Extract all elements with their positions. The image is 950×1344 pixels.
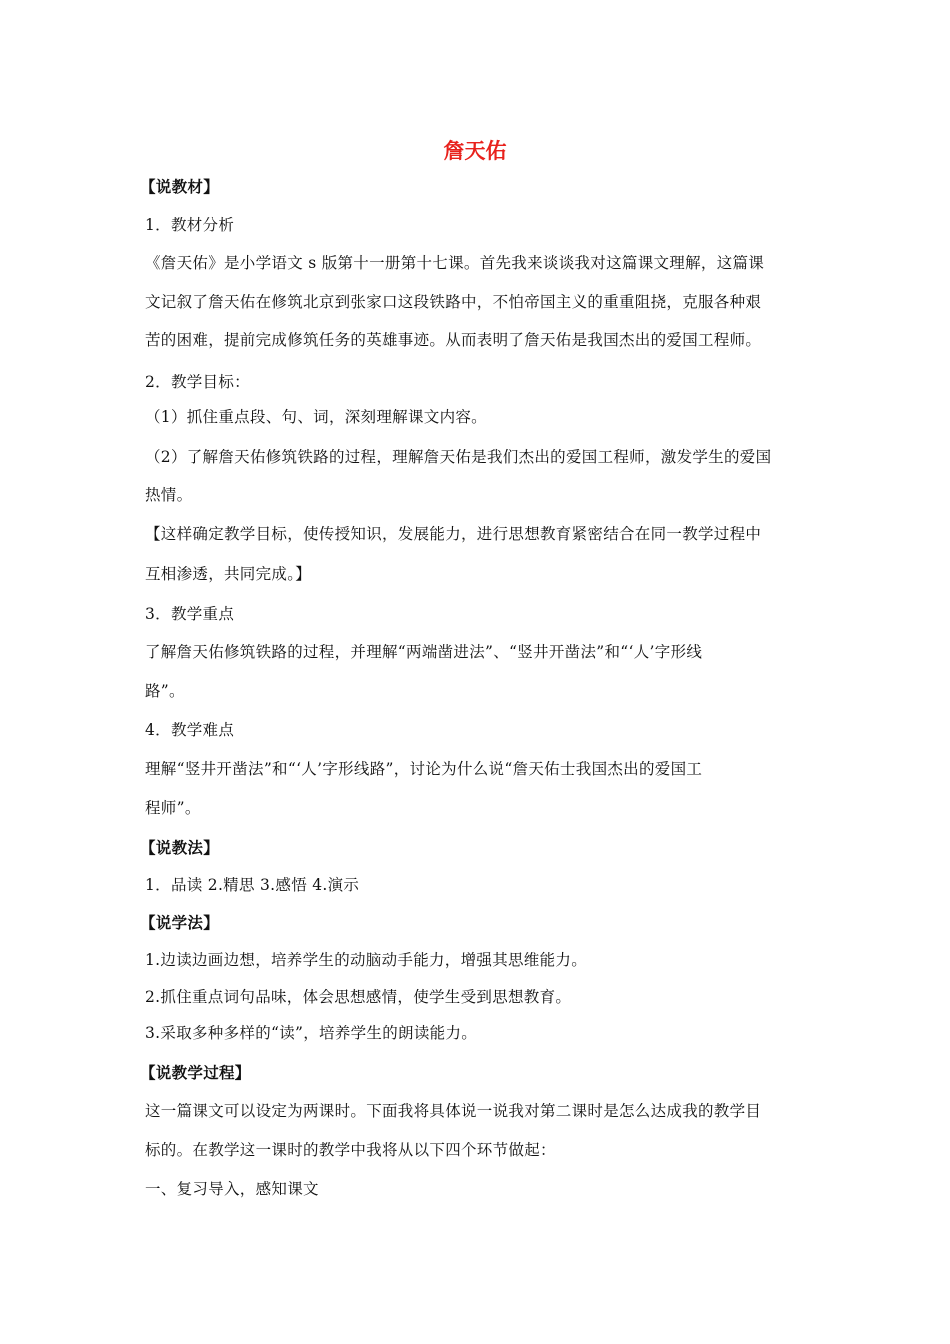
- body-line: 【这样确定教学目标，使传授知识，发展能力，进行思想教育紧密结合在同一教学过程中: [145, 525, 762, 543]
- body-line: 《詹天佑》是小学语文 s 版第十一册第十七课。首先我来谈谈我对这篇课文理解，这篇课: [145, 254, 765, 272]
- body-line: 理解“竖井开凿法”和“‘人’字形线路”，讨论为什么说“詹天佑士我国杰出的爱国工: [145, 760, 703, 778]
- body-line: 3．教学重点: [145, 605, 235, 623]
- body-line: 2．教学目标：: [145, 373, 250, 391]
- body-line: 2.抓住重点词句品味，体会思想感情，使学生受到思想教育。: [145, 988, 572, 1006]
- body-line: 苦的困难，提前完成修筑任务的英雄事迹。从而表明了詹天佑是我国杰出的爱国工程师。: [145, 331, 762, 349]
- body-line: 文记叙了詹天佑在修筑北京到张家口这段铁路中，不怕帝国主义的重重阻挠，克服各种艰: [145, 293, 762, 311]
- body-line: 1．教材分析: [145, 216, 235, 234]
- section-heading: 【说教法】: [140, 839, 220, 857]
- section-heading: 【说教学过程】: [140, 1064, 251, 1082]
- body-line: 1.边读边画边想，培养学生的动脑动手能力，增强其思维能力。: [145, 951, 587, 969]
- body-line: 3.采取多种多样的“读”，培养学生的朗读能力。: [145, 1024, 478, 1042]
- body-line: 1．品读 2.精思 3.感悟 4.演示: [145, 876, 360, 894]
- body-line: （2）了解詹天佑修筑铁路的过程，理解詹天佑是我们杰出的爱国工程师，激发学生的爱国: [145, 448, 772, 466]
- body-line: 4．教学难点: [145, 721, 235, 739]
- body-line: 了解詹天佑修筑铁路的过程，并理解“两端凿进法”、“竖井开凿法”和“‘人’字形线: [145, 643, 703, 661]
- section-heading: 【说教材】: [140, 178, 220, 196]
- body-line: 热情。: [145, 486, 193, 504]
- body-line: 路”。: [145, 682, 185, 700]
- body-line: （1）抓住重点段、句、词，深刻理解课文内容。: [145, 408, 487, 426]
- body-line: 互相渗透，共同完成。】: [145, 565, 312, 583]
- body-line: 标的。在教学这一课时的教学中我将从以下四个环节做起：: [145, 1141, 556, 1159]
- body-line: 一、复习导入，感知课文: [145, 1180, 319, 1198]
- section-heading: 【说学法】: [140, 914, 220, 932]
- body-line: 这一篇课文可以设定为两课时。下面我将具体说一说我对第二课时是怎么达成我的教学目: [145, 1102, 762, 1120]
- document-title: 詹天佑: [443, 139, 507, 163]
- body-line: 程师”。: [145, 799, 201, 817]
